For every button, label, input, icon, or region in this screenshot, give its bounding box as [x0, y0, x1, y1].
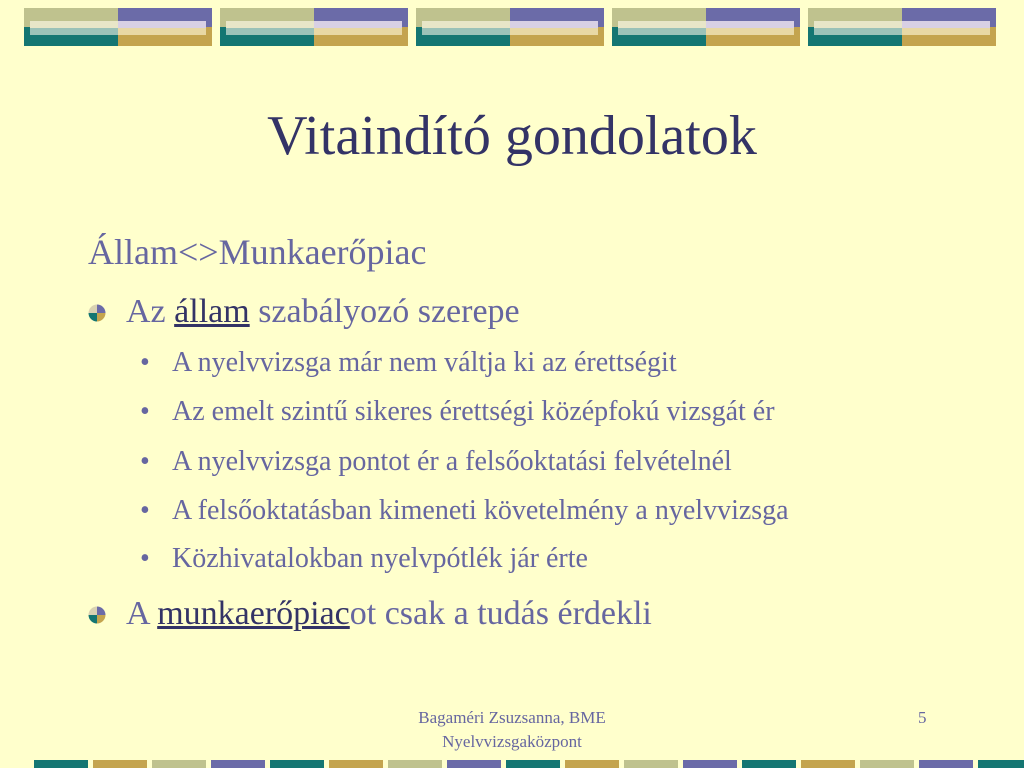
top-decorative-band: [24, 8, 1000, 46]
band-segment: [683, 760, 737, 768]
link-allam[interactable]: állam: [174, 293, 250, 330]
band-tile: [220, 8, 408, 46]
sub-bullet-text: Az emelt szintű sikeres érettségi középfokú vizsgát ér: [172, 396, 775, 427]
footer-credit: [380, 706, 644, 754]
bullet-dot: •: [140, 543, 150, 574]
band-segment: [742, 760, 796, 768]
point-prefix: A: [126, 595, 158, 632]
band-tile: [24, 8, 212, 46]
band-segment: [624, 760, 678, 768]
band-segment: [211, 760, 265, 768]
band-segment: [860, 760, 914, 768]
sub-bullet-text: A nyelvvizsga már nem váltja ki az érettségit: [172, 347, 677, 378]
band-segment: [506, 760, 560, 768]
band-segment: [801, 760, 855, 768]
bottom-decorative-band: [34, 760, 1024, 768]
band-segment: [388, 760, 442, 768]
point-suffix: szabályozó szerepe: [249, 293, 520, 330]
quartered-ball-icon: [88, 606, 106, 624]
point-suffix: ot csak a tudás érdekli: [349, 595, 652, 632]
bullet-dot: •: [140, 495, 150, 526]
page-number: 5: [918, 708, 927, 727]
bullet-dot: •: [140, 446, 150, 477]
band-segment: [978, 760, 1024, 768]
band-segment: [565, 760, 619, 768]
band-segment: [93, 760, 147, 768]
sub-bullet-text: A nyelvvizsga pontot ér a felsőoktatási felvételnél: [172, 446, 732, 477]
band-tile: [808, 8, 996, 46]
slide-title: Vitaindító gondolatok: [267, 105, 757, 167]
bullet-dot: •: [140, 396, 150, 427]
bullet-dot: •: [140, 347, 150, 378]
band-tile: [416, 8, 604, 46]
band-segment: [152, 760, 206, 768]
quartered-ball-icon: [88, 304, 106, 322]
point-prefix: Az: [126, 293, 175, 330]
sub-bullet-text: A felsőoktatásban kimeneti követelmény a nyelvvizsga: [172, 495, 789, 526]
band-tile: [612, 8, 800, 46]
band-segment: [447, 760, 501, 768]
band-segment: [270, 760, 324, 768]
band-segment: [329, 760, 383, 768]
footer-credit-line: Nyelvvizsgaközpont: [442, 732, 582, 751]
section-heading: Állam<>Munkaerőpiac: [88, 232, 427, 272]
sub-bullet-text: Közhivatalokban nyelvpótlék jár érte: [172, 543, 588, 574]
link-munkaeropiac[interactable]: munkaerőpiac: [157, 595, 350, 632]
band-segment: [919, 760, 973, 768]
band-segment: [34, 760, 88, 768]
footer-credit-line: Bagaméri Zsuzsanna, BME: [418, 708, 606, 727]
